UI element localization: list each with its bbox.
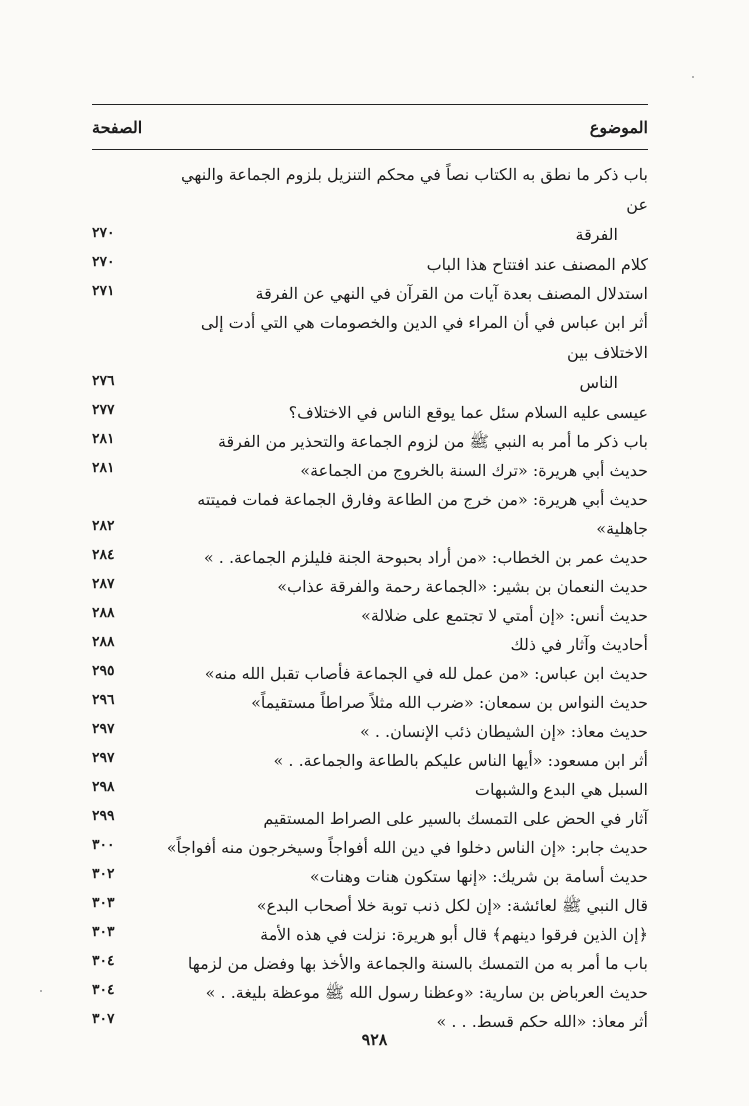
toc-entry-line: باب ما أمر به من التمسك بالسنة والجماعة والأخذ بها وفضل من لزمها bbox=[187, 954, 648, 973]
toc-entry bbox=[92, 630, 648, 659]
toc-entry-title bbox=[92, 746, 648, 775]
toc-entry-page: ٢٨٨ bbox=[92, 634, 115, 650]
toc-entry-title bbox=[92, 862, 648, 891]
toc-entry-page: ٢٩٧ bbox=[92, 721, 115, 737]
toc-page bbox=[92, 104, 648, 1036]
toc-entry-title bbox=[92, 543, 648, 572]
toc-entry-page: ٣٠٤ bbox=[92, 953, 115, 969]
scan-speck bbox=[40, 990, 42, 992]
toc-entry-line: حديث النواس بن سمعان: «ضرب الله مثلاً صراطاً مستقيماً» bbox=[251, 693, 648, 712]
toc-entry bbox=[92, 427, 648, 456]
toc-entry bbox=[92, 160, 648, 250]
toc-entry-line: كلام المصنف عند افتتاح هذا الباب bbox=[426, 255, 648, 274]
toc-entry-line: استدلال المصنف بعدة آيات من القرآن في النهي عن الفرقة bbox=[255, 284, 648, 303]
toc-entry bbox=[92, 833, 648, 862]
toc-entry-line: حديث عمر بن الخطاب: «من أراد بحبوحة الجنة فليلزم الجماعة. . » bbox=[203, 548, 648, 567]
toc-list bbox=[92, 160, 648, 1036]
toc-entry-line: أحاديث وآثار في ذلك bbox=[510, 635, 648, 654]
toc-entry-page: ٢٧٠ bbox=[92, 254, 115, 270]
toc-entry-page: ٢٩٨ bbox=[92, 779, 115, 795]
toc-entry-line: حديث معاذ: «إن الشيطان ذئب الإنسان. . » bbox=[359, 722, 648, 741]
toc-entry-page: ٣٠٧ bbox=[92, 1011, 115, 1027]
header-rule bbox=[92, 149, 648, 150]
toc-entry-page: ٣٠٠ bbox=[92, 837, 115, 853]
toc-entry-page: ٢٧٠ bbox=[92, 225, 115, 241]
toc-entry bbox=[92, 398, 648, 427]
page-number: ٩٢٨ bbox=[361, 1030, 388, 1049]
toc-entry bbox=[92, 891, 648, 920]
toc-entry-page: ٣٠٣ bbox=[92, 895, 115, 911]
toc-entry bbox=[92, 659, 648, 688]
toc-entry-page: ٢٧٦ bbox=[92, 373, 115, 389]
toc-entry-line: السبل هي البدع والشبهات bbox=[474, 780, 648, 799]
toc-entry-page: ٣٠٤ bbox=[92, 982, 115, 998]
toc-entry-line: أثر ابن عباس في أن المراء في الدين والخصومات هي التي أدت إلى الاختلاف بين bbox=[200, 313, 648, 362]
toc-entry-line: حديث أبي هريرة: «ترك السنة بالخروج من الجماعة» bbox=[300, 461, 648, 480]
toc-entry bbox=[92, 279, 648, 308]
toc-entry bbox=[92, 572, 648, 601]
toc-entry-line: حديث أسامة بن شريك: «إنها ستكون هنات وهنات» bbox=[309, 867, 648, 886]
toc-entry-line: حديث جابر: «إن الناس دخلوا في دين الله أفواجاً وسيخرجون منه أفواجاً» bbox=[166, 838, 648, 857]
toc-entry bbox=[92, 543, 648, 572]
toc-entry bbox=[92, 485, 648, 543]
toc-entry-page: ٢٩٩ bbox=[92, 808, 115, 824]
toc-entry-line: حديث النعمان بن بشير: «الجماعة رحمة والفرقة عذاب» bbox=[277, 577, 648, 596]
toc-entry bbox=[92, 688, 648, 717]
toc-entry bbox=[92, 717, 648, 746]
toc-entry-title bbox=[92, 978, 648, 1007]
toc-entry-page: ٢٨٨ bbox=[92, 605, 115, 621]
toc-entry-title bbox=[92, 279, 648, 308]
toc-entry bbox=[92, 456, 648, 485]
toc-entry-page: ٢٧١ bbox=[92, 283, 115, 299]
toc-entry-title bbox=[92, 485, 648, 543]
toc-entry-line: أثر ابن مسعود: «أيها الناس عليكم بالطاعة والجماعة. . » bbox=[273, 751, 648, 770]
toc-entry-title bbox=[92, 717, 648, 746]
toc-entry-line: حديث أبي هريرة: «من خرج من الطاعة وفارق الجماعة فمات فميتته جاهلية» bbox=[197, 490, 648, 538]
toc-header bbox=[92, 105, 648, 149]
toc-entry-page: ٢٧٧ bbox=[92, 402, 115, 418]
toc-entry-continuation: الناس bbox=[579, 373, 618, 392]
toc-entry-line: حديث ابن عباس: «من عمل لله في الجماعة فأصاب تقبل الله منه» bbox=[204, 664, 648, 683]
toc-entry bbox=[92, 250, 648, 279]
toc-entry-title bbox=[92, 775, 648, 804]
toc-entry-line: حديث العرباض بن سارية: «وعظنا رسول الله ﷺ موعظة بليغة. . » bbox=[205, 983, 648, 1002]
toc-entry-line: ﴿إن الذين فرقوا دينهم﴾ قال أبو هريرة: نزلت في هذه الأمة bbox=[260, 925, 648, 944]
toc-entry-page: ٣٠٢ bbox=[92, 866, 115, 882]
toc-entry bbox=[92, 949, 648, 978]
toc-entry-title bbox=[92, 456, 648, 485]
toc-entry-page: ٢٨٢ bbox=[92, 518, 115, 534]
toc-entry-title bbox=[92, 804, 648, 833]
toc-entry-page: ٣٠٣ bbox=[92, 924, 115, 940]
toc-entry bbox=[92, 775, 648, 804]
toc-entry-title bbox=[92, 630, 648, 659]
toc-entry-title bbox=[92, 920, 648, 949]
toc-entry-title bbox=[92, 688, 648, 717]
toc-entry-title bbox=[92, 572, 648, 601]
toc-entry-line: آثار في الحض على التمسك بالسير على الصراط المستقيم bbox=[263, 809, 648, 828]
toc-entry bbox=[92, 746, 648, 775]
toc-entry-title bbox=[92, 308, 648, 398]
toc-entry-page: ٢٩٥ bbox=[92, 663, 115, 679]
toc-entry-line: قال النبي ﷺ لعائشة: «إن لكل ذنب توبة خلا أصحاب البدع» bbox=[256, 896, 648, 915]
toc-entry-page: ٢٨١ bbox=[92, 431, 115, 447]
toc-entry-page: ٢٨١ bbox=[92, 460, 115, 476]
toc-entry-page: ٢٨٧ bbox=[92, 576, 115, 592]
toc-entry-title bbox=[92, 250, 648, 279]
toc-entry-title bbox=[92, 160, 648, 250]
toc-entry-page: ٢٩٦ bbox=[92, 692, 115, 708]
toc-entry bbox=[92, 862, 648, 891]
toc-entry-title bbox=[92, 659, 648, 688]
toc-entry-continuation: الفرقة bbox=[575, 225, 618, 244]
toc-entry bbox=[92, 601, 648, 630]
scan-speck bbox=[692, 76, 694, 78]
toc-entry-line: عيسى عليه السلام سئل عما يوقع الناس في الاختلاف؟ bbox=[288, 403, 648, 422]
toc-entry-page: ٢٨٤ bbox=[92, 547, 115, 563]
toc-entry bbox=[92, 978, 648, 1007]
toc-entry-line: باب ذكر ما أمر به النبي ﷺ من لزوم الجماعة والتحذير من الفرقة bbox=[217, 432, 648, 451]
toc-entry-page: ٢٩٧ bbox=[92, 750, 115, 766]
toc-entry-line: أثر معاذ: «الله حكم قسط. . . » bbox=[436, 1012, 648, 1031]
toc-entry-title bbox=[92, 891, 648, 920]
toc-entry-line: باب ذكر ما نطق به الكتاب نصاً في محكم التنزيل بلزوم الجماعة والنهي عن bbox=[181, 165, 648, 214]
toc-entry bbox=[92, 308, 648, 398]
topic-column-label: الموضوع bbox=[589, 117, 648, 137]
page-column-label: الصفحة bbox=[92, 117, 143, 137]
toc-entry-title bbox=[92, 427, 648, 456]
toc-entry-title bbox=[92, 833, 648, 862]
toc-entry bbox=[92, 804, 648, 833]
toc-entry-title bbox=[92, 398, 648, 427]
toc-entry-title bbox=[92, 601, 648, 630]
toc-entry bbox=[92, 920, 648, 949]
toc-entry-title bbox=[92, 949, 648, 978]
toc-entry-line: حديث أنس: «إن أمتي لا تجتمع على ضلالة» bbox=[361, 606, 648, 625]
